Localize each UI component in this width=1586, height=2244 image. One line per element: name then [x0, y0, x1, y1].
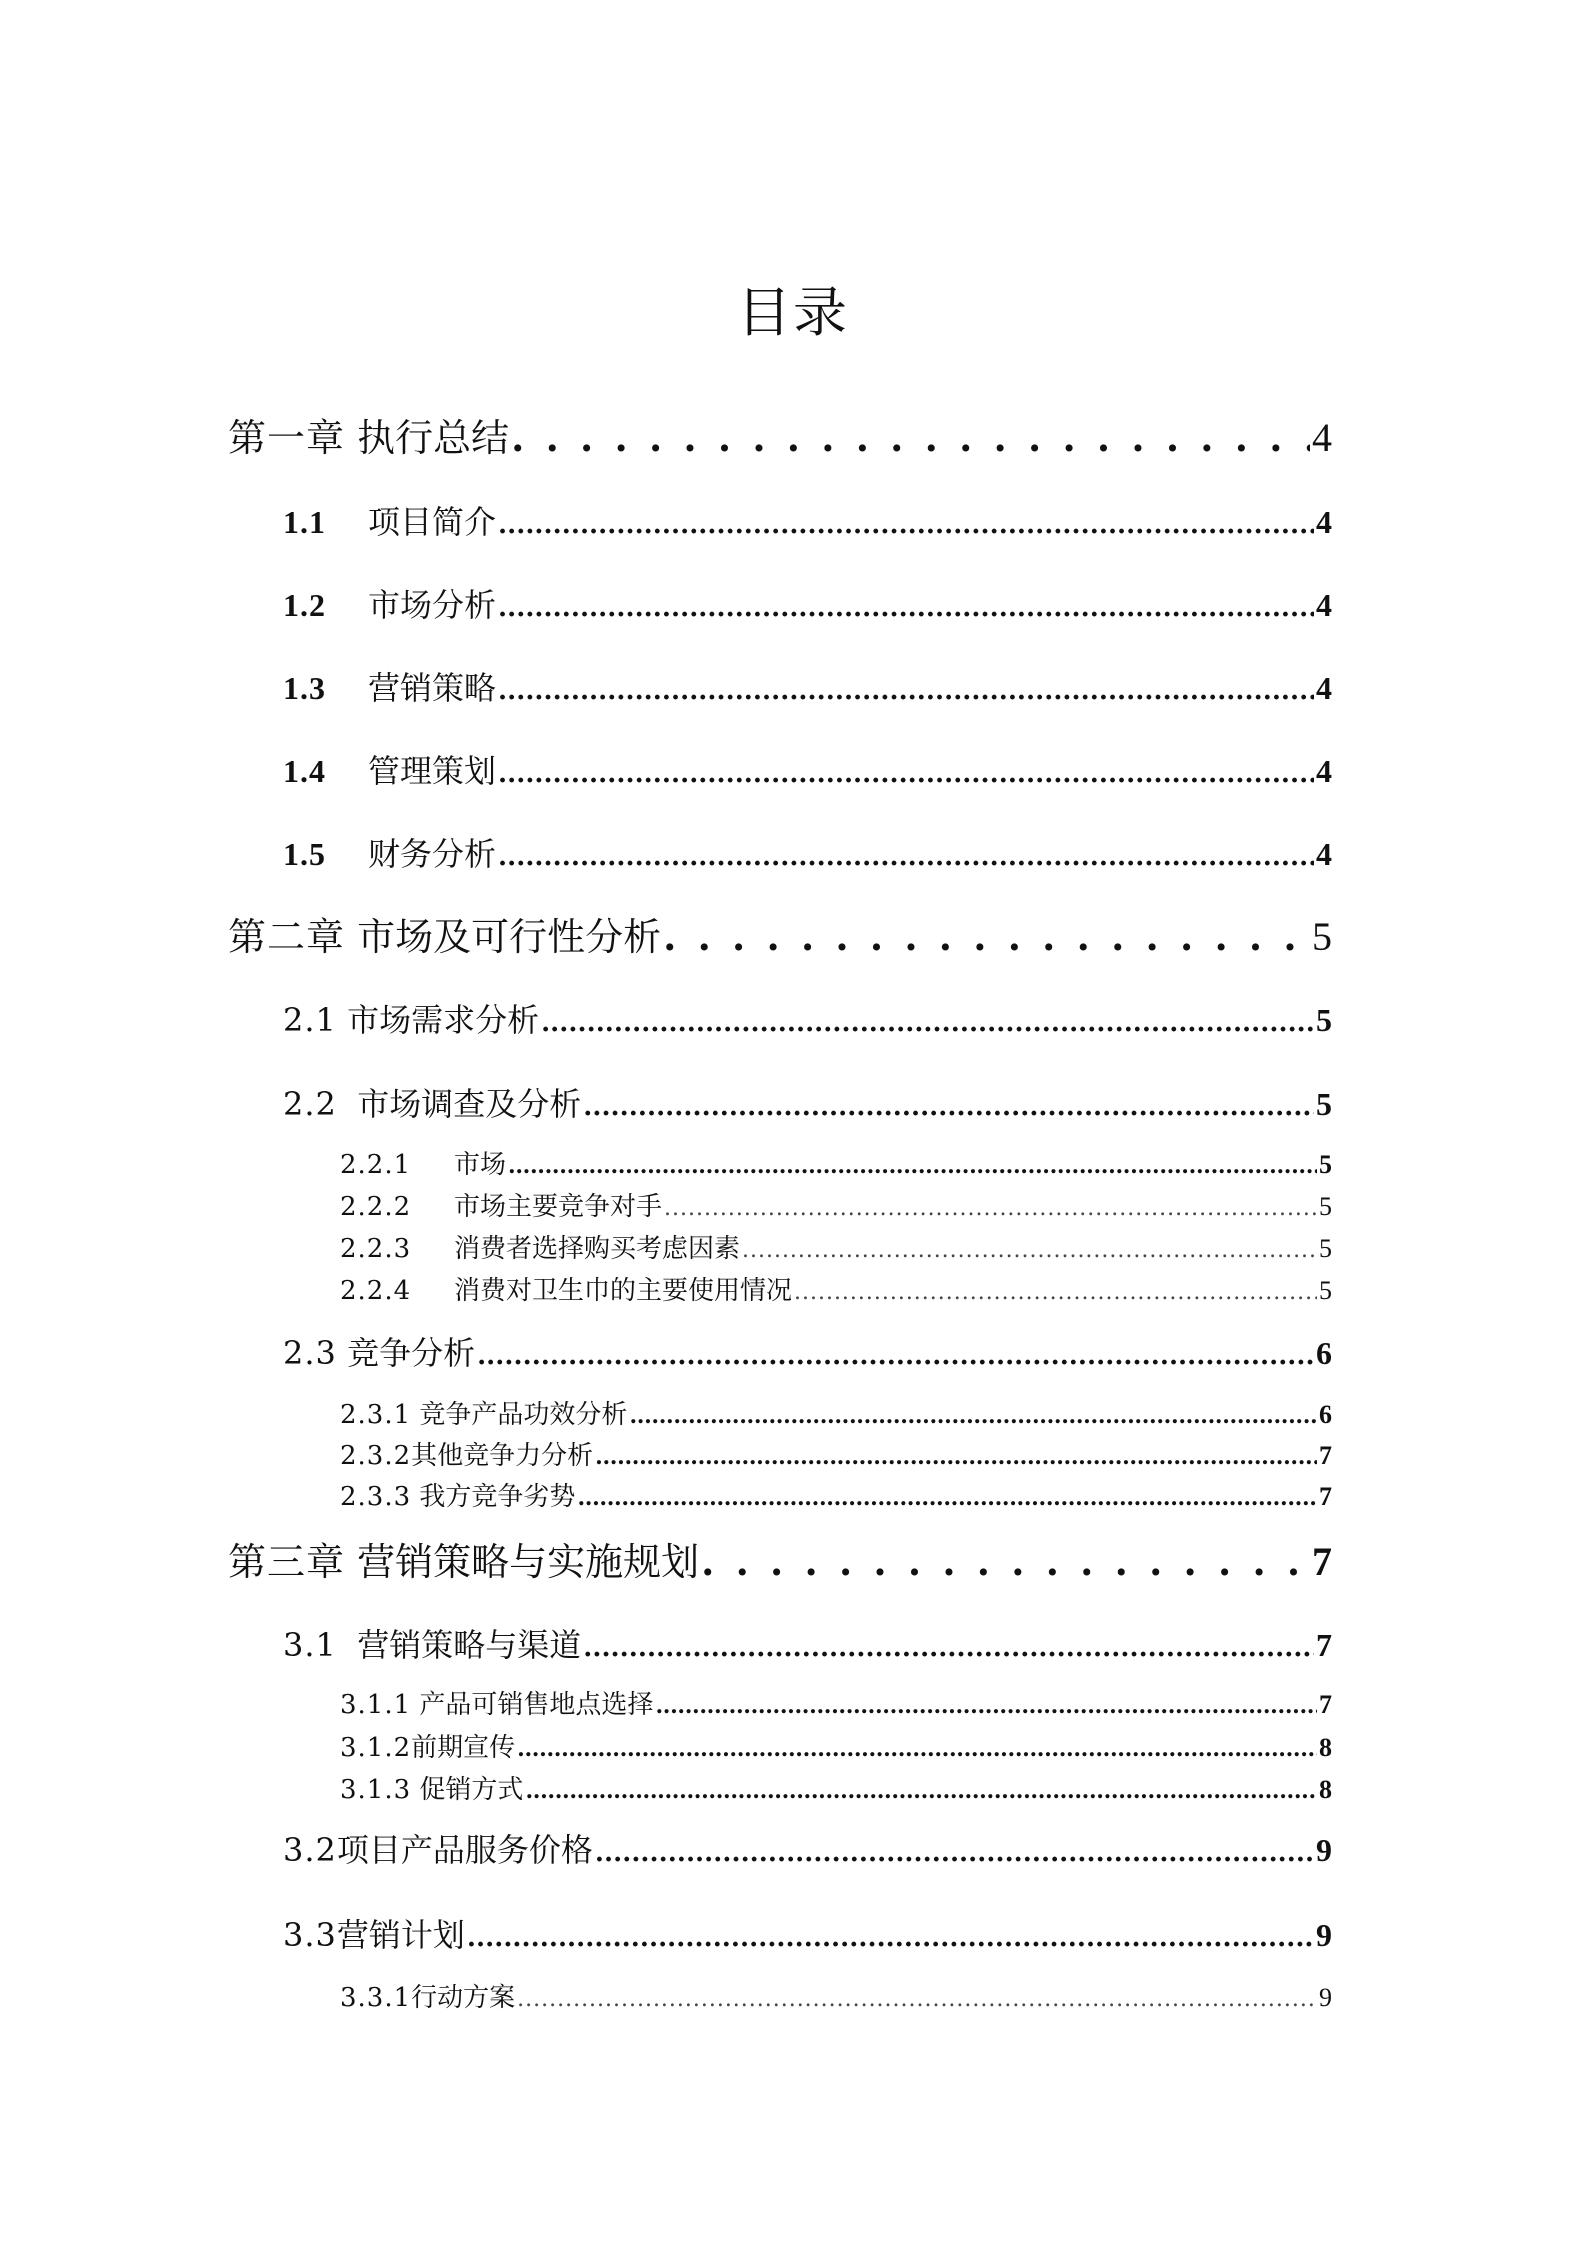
entry-number: 1.2	[283, 587, 326, 623]
toc-entry-1-4[interactable]	[283, 749, 1332, 793]
entry-label: 营销策略与渠道	[357, 1626, 582, 1664]
entry-label: 市场分析	[368, 586, 497, 624]
entry-number: 2.3	[283, 1334, 337, 1372]
toc-title: 目录	[737, 281, 849, 344]
entry-label: 我方竞争劣势	[419, 1482, 576, 1512]
entry-label: 营销策略与实施规划	[357, 1540, 700, 1584]
toc-entry-chapter-1[interactable]	[228, 413, 1332, 463]
toc-entry-3-1-2[interactable]	[340, 1731, 1332, 1765]
entry-number: 2.2.4	[340, 1276, 412, 1306]
toc-entry-2-1[interactable]	[283, 998, 1332, 1042]
entry-label: 市场调查及分析	[357, 1085, 582, 1123]
entry-number: 3.1	[283, 1626, 337, 1664]
entry-label: 竞争分析	[347, 1334, 476, 1372]
entry-number: 1.5	[283, 836, 326, 872]
entry-number: 2.3.3	[340, 1482, 412, 1512]
entry-number: 1.3	[283, 670, 326, 706]
entry-page-number: 5	[1319, 1150, 1332, 1179]
entry-label: 其他竞争力分析	[411, 1441, 594, 1471]
entry-page-number: 4	[1316, 753, 1332, 789]
entry-label: 消费对卫生巾的主要使用情况	[454, 1276, 793, 1306]
entry-number: 2.2.3	[340, 1234, 412, 1264]
dot-leader	[508, 1149, 1317, 1183]
entry-number: 第一章	[228, 416, 346, 460]
entry-number: 2.2.2	[340, 1192, 412, 1222]
entry-page-number: 9	[1316, 1832, 1332, 1868]
entry-number: 1.4	[283, 753, 326, 789]
entry-label: 消费者选择购买考虑因素	[454, 1234, 741, 1264]
entry-number: 3.3.1	[340, 1983, 412, 2013]
toc-entry-1-1[interactable]	[283, 500, 1332, 544]
toc-entry-3-3[interactable]	[283, 1913, 1332, 1957]
toc-entry-1-5[interactable]	[283, 832, 1332, 876]
entry-number: 3.1.3	[340, 1775, 412, 1805]
toc-entry-1-3[interactable]	[283, 666, 1332, 710]
dot-leader	[664, 1192, 1317, 1226]
toc-entry-2-2[interactable]	[283, 1082, 1332, 1126]
toc-entry-3-2[interactable]	[283, 1828, 1332, 1872]
entry-page-number: 6	[1316, 1335, 1332, 1371]
entry-page-number: 8	[1319, 1775, 1332, 1804]
entry-page-number: 8	[1319, 1733, 1332, 1762]
dot-leader	[794, 1276, 1317, 1310]
dot-leader	[583, 1626, 1314, 1670]
entry-label: 促销方式	[419, 1775, 524, 1805]
toc-entry-2-3[interactable]	[283, 1331, 1332, 1375]
entry-number: 第三章	[228, 1540, 346, 1584]
toc-entry-2-2-1[interactable]	[340, 1148, 1332, 1182]
toc-entry-chapter-3[interactable]	[228, 1537, 1332, 1587]
entry-page-number: 7	[1319, 1482, 1332, 1511]
entry-label: 项目简介	[368, 503, 497, 541]
dot-leader	[517, 1983, 1317, 2017]
toc-entry-2-3-2[interactable]	[340, 1439, 1332, 1473]
entry-label: 营销计划	[336, 1916, 465, 1954]
entry-page-number: 4	[1316, 670, 1332, 706]
entry-number: 3.1.2	[340, 1733, 412, 1763]
dot-leader	[701, 1537, 1310, 1587]
entry-page-number: 5	[1316, 1002, 1332, 1038]
dot-leader	[498, 835, 1314, 879]
entry-page-number: 4	[1316, 504, 1332, 540]
entry-label: 营销策略	[368, 669, 497, 707]
entry-number: 3.2	[283, 1831, 337, 1869]
dot-leader	[511, 413, 1310, 463]
entry-page-number: 5	[1319, 1192, 1332, 1221]
toc-entry-3-1-1[interactable]	[340, 1688, 1332, 1722]
entry-label: 竞争产品功效分析	[419, 1400, 628, 1430]
entry-label: 产品可销售地点选择	[419, 1690, 654, 1720]
entry-page-number: 7	[1316, 1627, 1332, 1663]
entry-label: 市场需求分析	[347, 1001, 540, 1039]
entry-label: 管理策划	[368, 752, 497, 790]
entry-page-number: 7	[1319, 1441, 1332, 1470]
entry-number: 3.1.1	[340, 1690, 412, 1720]
dot-leader	[655, 1689, 1317, 1723]
dot-leader	[498, 586, 1314, 630]
dot-leader	[541, 1001, 1314, 1045]
dot-leader	[467, 1916, 1314, 1960]
toc-entry-2-2-3[interactable]	[340, 1232, 1332, 1266]
entry-page-number: 4	[1312, 415, 1332, 460]
dot-leader	[595, 1831, 1314, 1875]
entry-page-number: 5	[1319, 1276, 1332, 1305]
entry-page-number: 5	[1316, 1086, 1332, 1122]
toc-entry-3-1[interactable]	[283, 1623, 1332, 1667]
entry-page-number: 7	[1319, 1690, 1332, 1719]
entry-page-number: 4	[1316, 836, 1332, 872]
dot-leader	[525, 1774, 1317, 1808]
dot-leader	[517, 1732, 1317, 1766]
entry-number: 2.2	[283, 1085, 337, 1123]
toc-entry-3-3-1[interactable]	[340, 1981, 1332, 2015]
entry-number: 2.1	[283, 1001, 337, 1039]
entry-page-number: 9	[1316, 1917, 1332, 1953]
dot-leader	[498, 669, 1314, 713]
entry-page-number: 6	[1319, 1400, 1332, 1429]
entry-page-number: 5	[1319, 1234, 1332, 1263]
entry-page-number: 7	[1312, 1539, 1332, 1584]
dot-leader	[742, 1234, 1317, 1268]
entry-number: 第二章	[228, 915, 346, 959]
toc-entry-chapter-2[interactable]	[228, 912, 1332, 962]
entry-page-number: 5	[1312, 914, 1332, 959]
entry-page-number: 4	[1316, 587, 1332, 623]
dot-leader	[583, 1085, 1314, 1129]
entry-label: 行动方案	[411, 1983, 516, 2013]
toc-entry-2-2-2[interactable]	[340, 1190, 1332, 1224]
dot-leader	[629, 1399, 1317, 1433]
entry-label: 财务分析	[368, 835, 497, 873]
entry-number: 2.3.1	[340, 1400, 412, 1430]
toc-entry-3-1-3[interactable]	[340, 1773, 1332, 1807]
entry-page-number: 9	[1319, 1983, 1332, 2012]
toc-entry-2-3-3[interactable]	[340, 1480, 1332, 1514]
entry-number: 1.1	[283, 504, 326, 540]
dot-leader	[498, 752, 1314, 796]
dot-leader	[595, 1440, 1317, 1474]
entry-number: 2.3.2	[340, 1441, 412, 1471]
toc-entry-2-2-4[interactable]	[340, 1274, 1332, 1308]
entry-label: 市场	[454, 1150, 507, 1180]
dot-leader	[663, 912, 1310, 962]
toc-entry-1-2[interactable]	[283, 583, 1332, 627]
entry-number: 2.2.1	[340, 1150, 412, 1180]
entry-label: 执行总结	[357, 416, 510, 460]
dot-leader	[477, 1334, 1314, 1378]
entry-number: 3.3	[283, 1916, 337, 1954]
toc-entry-2-3-1[interactable]	[340, 1398, 1332, 1432]
entry-label: 市场主要竞争对手	[454, 1192, 663, 1222]
dot-leader	[577, 1481, 1317, 1515]
dot-leader	[498, 503, 1314, 547]
entry-label: 前期宣传	[411, 1733, 516, 1763]
entry-label: 市场及可行性分析	[357, 915, 662, 959]
entry-label: 项目产品服务价格	[336, 1831, 593, 1869]
